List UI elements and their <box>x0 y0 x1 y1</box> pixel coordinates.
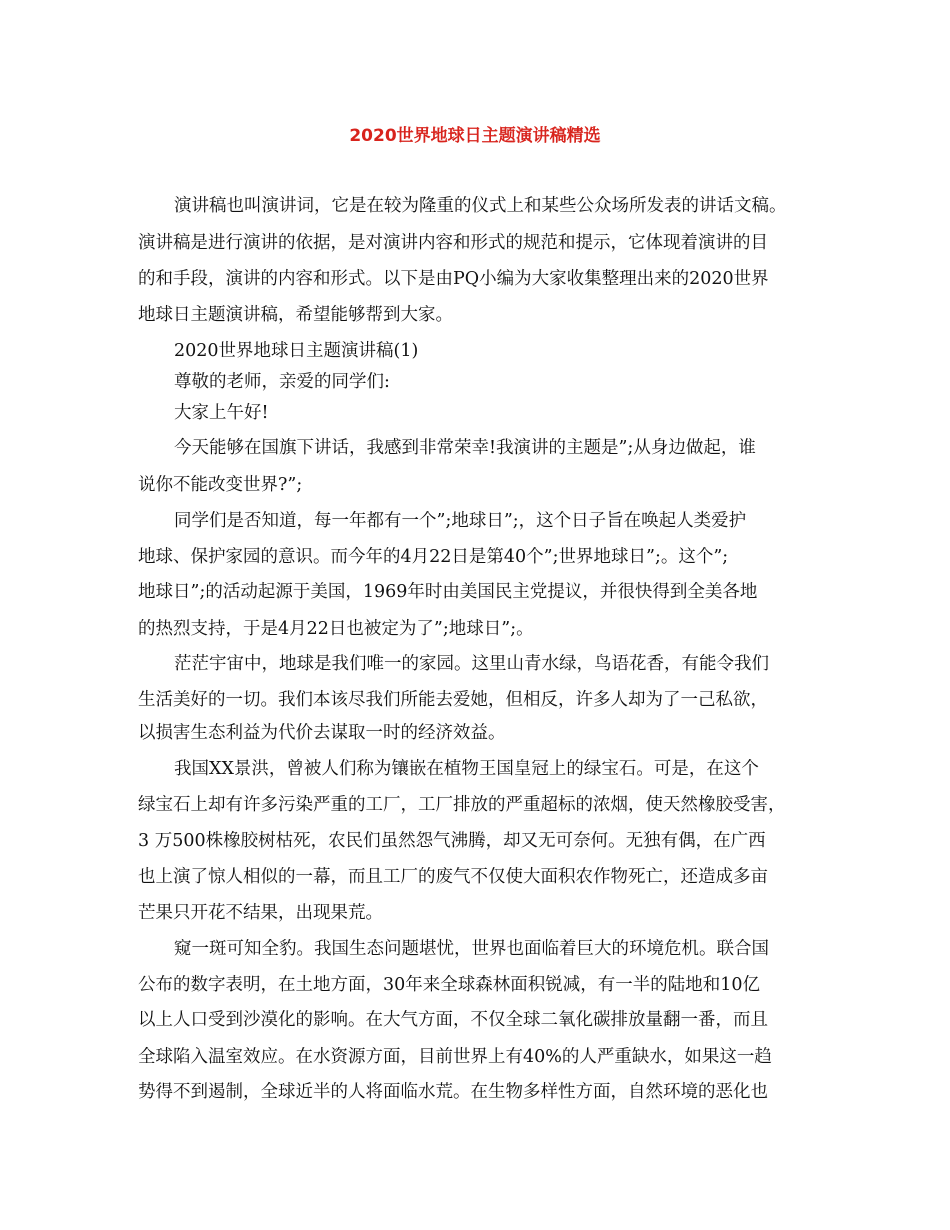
text-line: 地球、保护家园的意识。而今年的4月22日是第40个”;世界地球日”;。这个”; <box>138 547 729 567</box>
text-line: 演讲稿是进行演讲的依据，是对演讲内容和形式的规范和提示，它体现着演讲的目 <box>138 233 768 253</box>
text-line: 生活美好的一切。我们本该尽我们所能去爱她，但相反，许多人却为了一己私欲， <box>138 690 768 710</box>
text-line: 芒果只开花不结果，出现果荒。 <box>138 903 383 923</box>
text-line: 公布的数字表明，在土地方面，30年来全球森林面积锐减，有一半的陆地和10亿 <box>138 975 761 995</box>
text-line: 同学们是否知道，每一年都有一个”;地球日”;，这个日子旨在唤起人类爱护 <box>174 511 747 531</box>
text-line: 大家上午好! <box>174 403 269 423</box>
text-line: 全球陷入温室效应。在水资源方面，目前世界上有40%的人严重缺水，如果这一趋 <box>138 1047 772 1067</box>
text-line: 的热烈支持，于是4月22日也被定为了”;地球日”;。 <box>138 619 534 639</box>
text-line: 茫茫宇宙中，地球是我们唯一的家园。这里山青水绿，鸟语花香，有能令我们 <box>174 654 769 674</box>
text-line: 说你不能改变世界?”; <box>138 475 303 495</box>
text-line: 窥一斑可知全豹。我国生态问题堪忧，世界也面临着巨大的环境危机。联合国 <box>174 939 769 959</box>
text-line: 的和手段，演讲的内容和形式。以下是由PQ小编为大家收集整理出来的2020世界 <box>138 269 769 289</box>
text-line: 以损害生态利益为代价去谋取一时的经济效益。 <box>138 723 506 743</box>
document-title: 2020世界地球日主题演讲稿精选 <box>349 126 601 146</box>
text-line: 今天能够在国旗下讲话，我感到非常荣幸!我演讲的主题是”;从身边做起，谁 <box>174 438 756 458</box>
text-line: 以上人口受到沙漠化的影响。在大气方面，不仅全球二氧化碳排放量翻一番，而且 <box>138 1010 768 1030</box>
text-line: 也上演了惊人相似的一幕，而且工厂的废气不仅使大面积农作物死亡，还造成多亩 <box>138 867 768 887</box>
text-line: 势得不到遏制，全球近半的人将面临水荒。在生物多样性方面，自然环境的恶化也 <box>138 1082 768 1102</box>
text-line: 绿宝石上却有许多污染严重的工厂，工厂排放的严重超标的浓烟，使天然橡胶受害， <box>138 795 786 815</box>
text-line: 尊敬的老师，亲爱的同学们: <box>174 372 390 392</box>
text-line: 地球日”;的活动起源于美国，1969年时由美国民主党提议，并很快得到全美各地 <box>138 582 758 602</box>
text-line: 演讲稿也叫演讲词，它是在较为隆重的仪式上和某些公众场所发表的讲话文稿。 <box>174 196 787 216</box>
text-line: 我国XX景洪，曾被人们称为镶嵌在植物王国皇冠上的绿宝石。可是，在这个 <box>174 759 759 779</box>
text-line: 2020世界地球日主题演讲稿(1) <box>174 341 419 361</box>
text-line: 3 万500株橡胶树枯死，农民们虽然怨气沸腾，却又无可奈何。无独有偶，在广西 <box>138 831 766 851</box>
text-line: 地球日主题演讲稿，希望能够帮到大家。 <box>138 305 453 325</box>
